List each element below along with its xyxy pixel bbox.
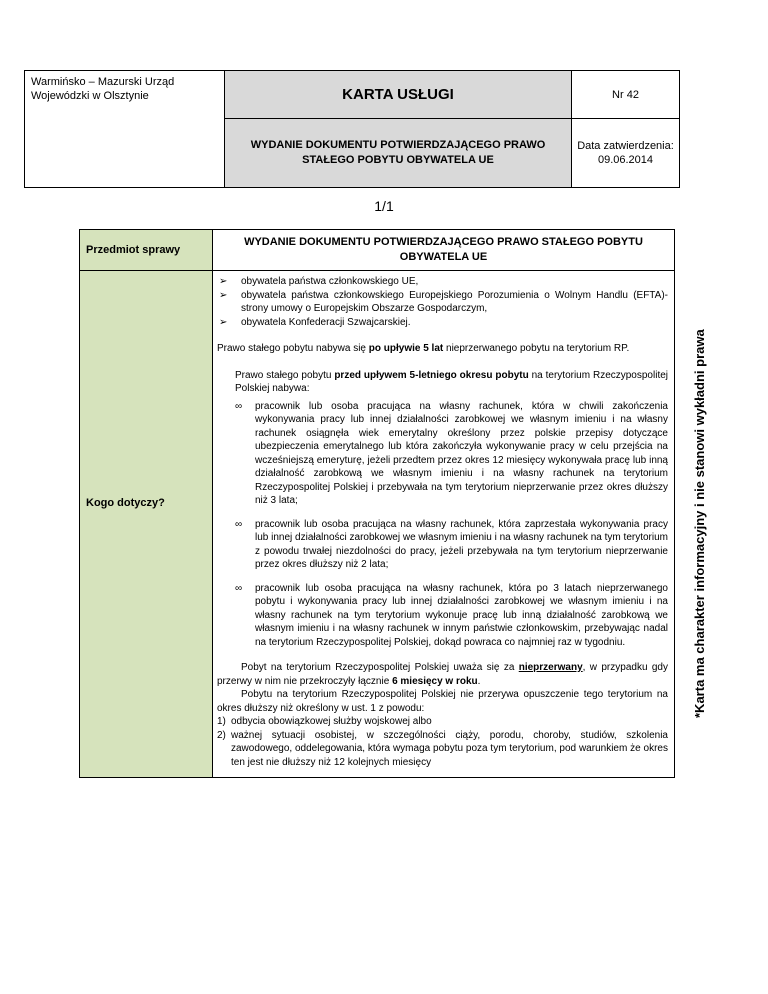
paragraph-before-5-years: Prawo stałego pobytu przed upływem 5-letniego okresu pobytu na terytorium Rzeczypospolitej Polskiej nabywa:: [235, 369, 668, 394]
arrow-bullet-icon: ➢: [219, 289, 228, 301]
infinity-bullet-icon: ∞: [235, 518, 243, 530]
organization-name: Warmińsko – Mazurski Urząd Wojewódzki w Olsztynie: [25, 71, 225, 188]
list-item: 1) odbycia obowiązkowej służby wojskowej albo: [217, 716, 432, 727]
arrow-bullet-icon: ➢: [219, 316, 228, 328]
list-item: ∞ pracownik lub osoba pracująca na własny rachunek, która zaprzestała wykonywania pracy lub innej działalności zarobkowej we własnym imieniu i na własny rachunek na tym terytorium z powodu trwałej niezdolności do pracy, jeżeli przebywała na tym terytorium nieprzerwanie przez okres dłuższy niż 2 lata;: [235, 518, 668, 570]
przedmiot-title: WYDANIE DOKUMENTU POTWIERDZAJĄCEGO PRAWO STAŁEGO POBYTU OBYWATELA UE: [213, 230, 675, 271]
card-title: KARTA USŁUGI: [225, 71, 572, 119]
list-item: ∞ pracownik lub osoba pracująca na własny rachunek, która w chwili zakończenia wykonywania pracy lub innej działalności zarobkowej we własnym imieniu i na własny rachunek osiągnęła wiek emerytalny określony przez polskie przepisy dotyczące ubezpieczenia emerytalnego lub która zakończyła wykonywanie pracy w celu przejścia na wcześniejszą emeryturę, jeżeli przedtem przez okres 12 miesięcy wykonywała pracę lub inną działalność zarobkową we własnym imieniu i na własny rachunek na terytorium Rzeczypospolitej Polskiej i przebywała na tym terytorium nieprzerwanie przez okres dłuższy niż 3 lata;: [235, 400, 668, 506]
main-table: [79, 229, 675, 778]
paragraph-uninterrupted: Pobyt na terytorium Rzeczypospolitej Polskiej uważa się za nieprzerwany, w przypadku gdy przerwy w nim nie przekroczyły łącznie 6 miesięcy w roku.: [217, 662, 668, 687]
page-number: 1/1: [374, 198, 394, 214]
card-subtitle: WYDANIE DOKUMENTU POTWIERDZAJĄCEGO PRAWO STAŁEGO POBYTU OBYWATELA UE: [225, 119, 572, 188]
worker-cases-list: [235, 400, 668, 650]
arrow-bullet-icon: ➢: [219, 276, 228, 287]
przedmiot-label: Przedmiot sprawy: [80, 230, 213, 271]
eligibility-list: [217, 275, 668, 329]
paragraph-absence: Pobytu na terytorium Rzeczypospolitej Polskiej nie przerywa opuszczenie tego terytorium na okres dłuższy niż określony w ust. 1 z powodu:: [217, 689, 668, 714]
kogo-label-cell: [80, 271, 213, 778]
kogo-content: [213, 271, 675, 778]
list-item: ➢ obywatela Konfederacji Szwajcarskiej.: [219, 316, 411, 328]
list-item: 2) ważnej sytuacji osobistej, w szczególności ciąży, porodu, choroby, studiów, szkolenia zawodowego, oddelegowania, która wymaga pobytu poza tym terytorium, pod warunkiem że okres ten jest nie dłuższy niż 12 kolejnych miesięcy: [217, 729, 668, 768]
header-table: [24, 70, 680, 188]
paragraph-5-years: Prawo stałego pobytu nabywa się po upływie 5 lat nieprzerwanego pobytu na terytorium RP.: [217, 343, 630, 354]
infinity-bullet-icon: ∞: [235, 400, 243, 412]
list-item: ∞ pracownik lub osoba pracująca na własny rachunek, która po 3 latach nieprzerwanego pobytu i wykonywania pracy lub innej działalności zarobkowej we własnym imieniu i na własny rachunek na tym terytorium wykonuje pracę lub inną działalność zarobkową we własnym imieniu i na własny rachunek w innym państwie członkowskim, przebywając nadal na terytorium Rzeczypospolitej Polskiej, dokąd powraca co najmniej raz w tygodniu.: [235, 582, 668, 648]
list-item: ➢ obywatela państwa członkowskiego Europejskiego Porozumienia o Wolnym Handlu (EFTA)- strony umowy o Europejskim Obszarze Gospodarczym,: [219, 289, 668, 314]
kogo-label: Kogo dotyczy?: [86, 497, 165, 509]
side-note: *Karta ma charakter informacyjny i nie stanowi wykładni prawa: [692, 329, 707, 718]
list-item: ➢ obywatela państwa członkowskiego UE,: [219, 276, 419, 287]
infinity-bullet-icon: ∞: [235, 582, 243, 594]
approval-date: Data zatwierdzenia: 09.06.2014: [572, 119, 680, 188]
card-number: Nr 42: [572, 71, 680, 119]
